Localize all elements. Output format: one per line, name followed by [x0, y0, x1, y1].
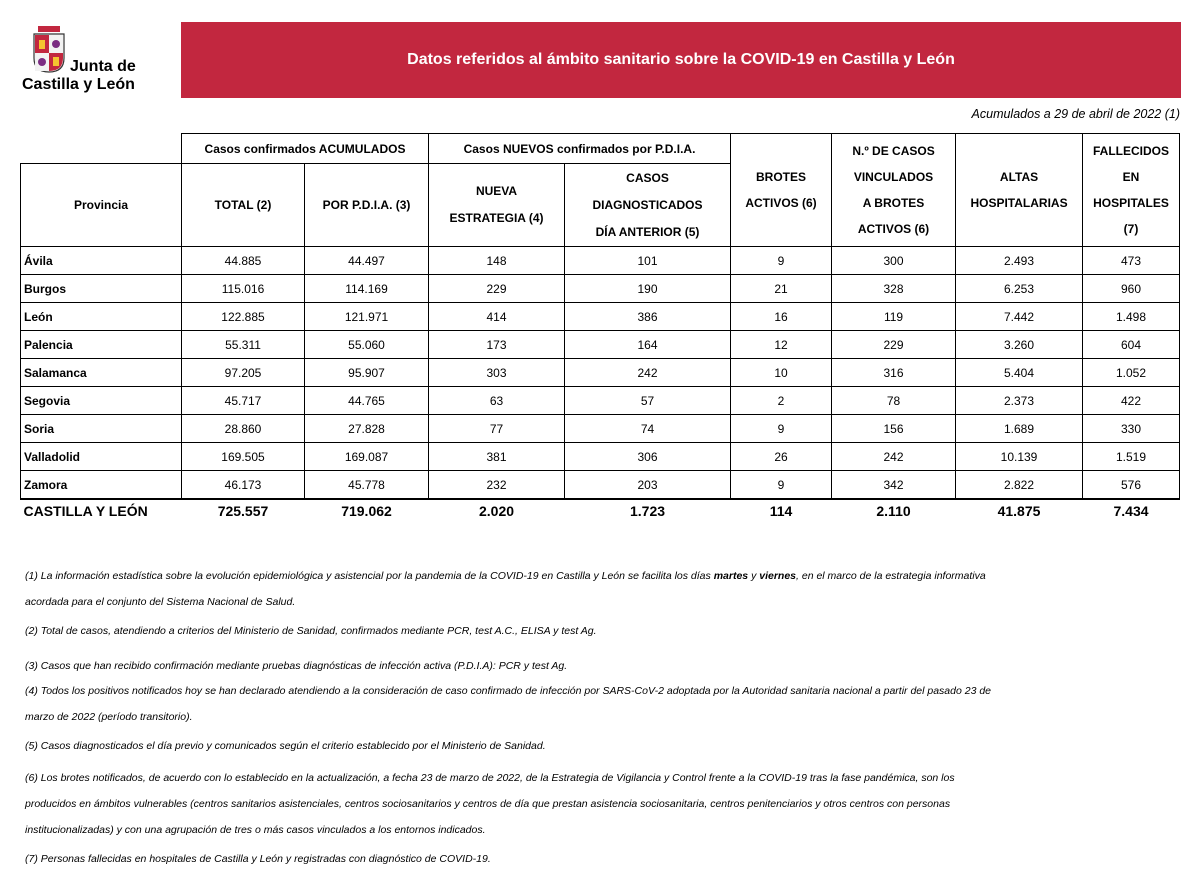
value-cell: 303 [429, 359, 565, 387]
col-header-total: TOTAL (2) [182, 164, 305, 247]
footnote-3: (3) Casos que han recibido confirmación mediante pruebas diagnósticas de infección activa (P.D.I.A): PCR y test Ag. [25, 660, 568, 672]
value-cell: 386 [565, 303, 731, 331]
value-cell: 10.139 [956, 443, 1083, 471]
header-line: DIAGNOSTICADOS [592, 197, 703, 212]
brand-name-line2: Castilla y León [22, 76, 135, 93]
value-cell: 121.971 [305, 303, 429, 331]
table-row [21, 359, 1180, 387]
table-row [21, 443, 1180, 471]
value-cell: 342 [832, 471, 956, 500]
total-value-cell: 2.110 [876, 503, 911, 519]
value-cell: 203 [565, 471, 731, 500]
value-cell: 115.016 [182, 275, 305, 303]
footnote-5: (5) Casos diagnosticados el día previo y comunicados según el criterio establecido por el Ministerio de Sanidad. [25, 740, 546, 752]
header-line: HOSPITALARIAS [970, 196, 1068, 210]
header-line: (7) [1123, 222, 1139, 236]
value-cell: 300 [832, 247, 956, 275]
header-line: BROTES [756, 170, 807, 184]
value-cell: 97.205 [182, 359, 305, 387]
header-line: HOSPITALES [1093, 196, 1169, 210]
header-line: VINCULADOS [853, 170, 934, 184]
value-cell: 2.822 [956, 471, 1083, 500]
value-cell: 316 [832, 359, 956, 387]
total-value-cell: 114 [769, 503, 793, 519]
value-cell: 9 [731, 415, 832, 443]
value-cell: 1.498 [1083, 303, 1180, 331]
value-cell: 45.778 [305, 471, 429, 500]
header-line: ACTIVOS (6) [745, 196, 817, 210]
value-cell: 306 [565, 443, 731, 471]
total-value-cell: 2.020 [478, 503, 515, 519]
header-line: EN [1122, 170, 1140, 184]
header-line: ESTRATEGIA (4) [449, 211, 544, 225]
table-row [21, 303, 1180, 331]
value-cell: 26 [731, 443, 832, 471]
value-cell: 156 [832, 415, 956, 443]
value-cell: 604 [1083, 331, 1180, 359]
value-cell: 95.907 [305, 359, 429, 387]
brand-name-line1: Junta de [70, 58, 136, 75]
total-row [21, 499, 1180, 522]
province-cell: León [21, 303, 182, 331]
value-cell: 16 [731, 303, 832, 331]
footnote-1-cont: acordada para el conjunto del Sistema Nacional de Salud. [25, 596, 296, 608]
total-value-cell: 7.434 [1113, 503, 1149, 519]
footnote-6-cont2: institucionalizadas) y con una agrupación de tres o más casos vinculados a los entornos indicados. [25, 824, 486, 836]
value-cell: 101 [565, 247, 731, 275]
value-cell: 55.311 [182, 331, 305, 359]
footnote-bold: viernes [759, 570, 797, 582]
province-cell: Zamora [21, 471, 182, 500]
value-cell: 1.519 [1083, 443, 1180, 471]
total-value-cell: 41.875 [997, 503, 1041, 519]
value-cell: 46.173 [182, 471, 305, 500]
value-cell: 55.060 [305, 331, 429, 359]
footnote-bold: martes [713, 570, 749, 582]
value-cell: 3.260 [956, 331, 1083, 359]
group-header-nuevos: Casos NUEVOS confirmados por P.D.I.A. [429, 134, 731, 164]
total-value-cell: 719.062 [341, 503, 392, 519]
table-row [21, 471, 1180, 500]
table-row [21, 415, 1180, 443]
header-line: ALTAS [999, 170, 1039, 184]
col-header-brotes [731, 134, 832, 247]
col-header-pdia: POR P.D.I.A. (3) [305, 164, 429, 247]
value-cell: 190 [565, 275, 731, 303]
total-value-cell: 725.557 [217, 503, 269, 519]
table-body [21, 247, 1180, 500]
footnote-4: (4) Todos los positivos notificados hoy se han declarado atendiendo a la consideración de caso confirmado de infección por SARS-CoV-2 adoptada por la Autoridad sanitaria nacional a partir del pasado 23 de [25, 685, 992, 697]
province-cell: Palencia [21, 331, 182, 359]
footnote-6: (6) Los brotes notificados, de acuerdo con lo establecido en la actualización, a fecha 23 de marzo de 2022, de la Estrategia de Vigilancia y Control frente a la COVID-19 tras la fase pandémica, son los [25, 772, 955, 784]
value-cell: 9 [731, 247, 832, 275]
value-cell: 328 [832, 275, 956, 303]
col-header-dia-anterior [565, 164, 731, 247]
header-line: ACTIVOS (6) [857, 222, 930, 236]
group-header-acumulados: Casos confirmados ACUMULADOS [182, 134, 429, 164]
value-cell: 44.497 [305, 247, 429, 275]
value-cell: 74 [565, 415, 731, 443]
value-cell: 473 [1083, 247, 1180, 275]
value-cell: 77 [429, 415, 565, 443]
value-cell: 27.828 [305, 415, 429, 443]
value-cell: 169.087 [305, 443, 429, 471]
covid-data-table [20, 133, 1179, 522]
coat-of-arms-icon [32, 26, 66, 74]
footnote-4-cont: marzo de 2022 (período transitorio). [25, 711, 193, 723]
header-empty-cell [21, 134, 182, 164]
value-cell: 12 [731, 331, 832, 359]
header-line: N.º DE CASOS [852, 144, 935, 158]
total-label-cell: CASTILLA Y LEÓN [23, 503, 148, 519]
header-line: CASOS [626, 170, 669, 185]
value-cell: 242 [565, 359, 731, 387]
footnote-6-cont: producidos en ámbitos vulnerables (centros sanitarios asistenciales, centros sociosanitarios y centros de día que prestan asistencia sociosanitaria, centros penitenciarios y otros centros con personas [25, 798, 951, 810]
value-cell: 44.765 [305, 387, 429, 415]
total-value-cell: 1.723 [629, 503, 666, 519]
value-cell: 148 [429, 247, 565, 275]
footnote-text: , en el marco de la estrategia informativa [796, 570, 986, 582]
value-cell: 164 [565, 331, 731, 359]
value-cell: 169.505 [182, 443, 305, 471]
col-header-altas [956, 134, 1083, 247]
value-cell: 119 [832, 303, 956, 331]
title-banner [181, 22, 1181, 98]
header-line: FALLECIDOS [1093, 144, 1170, 158]
value-cell: 6.253 [956, 275, 1083, 303]
header-line: A BROTES [862, 196, 925, 210]
value-cell: 28.860 [182, 415, 305, 443]
footnote-2: (2) Total de casos, atendiendo a criterios del Ministerio de Sanidad, confirmados mediante PCR, test A.C., ELISA y test Ag. [25, 625, 597, 637]
accumulated-date-note: Acumulados a 29 de abril de 2022 (1) [971, 107, 1180, 121]
value-cell: 63 [429, 387, 565, 415]
page-title: Datos referidos al ámbito sanitario sobre la COVID-19 en Castilla y León [407, 51, 955, 68]
value-cell: 45.717 [182, 387, 305, 415]
value-cell: 960 [1083, 275, 1180, 303]
value-cell: 1.052 [1083, 359, 1180, 387]
province-cell: Soria [21, 415, 182, 443]
value-cell: 5.404 [956, 359, 1083, 387]
value-cell: 576 [1083, 471, 1180, 500]
col-header-fallecidos [1083, 134, 1180, 247]
province-cell: Salamanca [21, 359, 182, 387]
value-cell: 414 [429, 303, 565, 331]
value-cell: 122.885 [182, 303, 305, 331]
col-header-nueva-estrategia [429, 164, 565, 247]
value-cell: 2 [731, 387, 832, 415]
footnote-text: (1) La información estadística sobre la evolución epidemiológica y asistencial por la pandemia de la COVID-19 en Castilla y León se facilita los días [25, 570, 714, 582]
value-cell: 44.885 [182, 247, 305, 275]
value-cell: 9 [731, 471, 832, 500]
value-cell: 173 [429, 331, 565, 359]
province-cell: Ávila [21, 247, 182, 275]
value-cell: 78 [832, 387, 956, 415]
footnote-1 [25, 563, 1175, 589]
value-cell: 114.169 [305, 275, 429, 303]
province-cell: Burgos [21, 275, 182, 303]
table-row [21, 331, 1180, 359]
value-cell: 242 [832, 443, 956, 471]
header-line: DÍA ANTERIOR (5) [595, 224, 700, 239]
value-cell: 229 [832, 331, 956, 359]
table-row [21, 247, 1180, 275]
value-cell: 422 [1083, 387, 1180, 415]
col-header-provincia: Provincia [21, 164, 182, 247]
table-row [21, 275, 1180, 303]
header-line: NUEVA [475, 184, 518, 198]
footnote-7: (7) Personas fallecidas en hospitales de Castilla y León y registradas con diagnóstico de COVID-19. [25, 853, 491, 865]
value-cell: 330 [1083, 415, 1180, 443]
value-cell: 232 [429, 471, 565, 500]
value-cell: 21 [731, 275, 832, 303]
value-cell: 57 [565, 387, 731, 415]
junta-logo [22, 26, 172, 96]
value-cell: 7.442 [956, 303, 1083, 331]
table-row [21, 387, 1180, 415]
value-cell: 1.689 [956, 415, 1083, 443]
col-header-vinculados [832, 134, 956, 247]
value-cell: 381 [429, 443, 565, 471]
value-cell: 2.373 [956, 387, 1083, 415]
province-cell: Segovia [21, 387, 182, 415]
value-cell: 2.493 [956, 247, 1083, 275]
value-cell: 10 [731, 359, 832, 387]
province-cell: Valladolid [21, 443, 182, 471]
value-cell: 229 [429, 275, 565, 303]
footnote-text: y [748, 570, 760, 582]
